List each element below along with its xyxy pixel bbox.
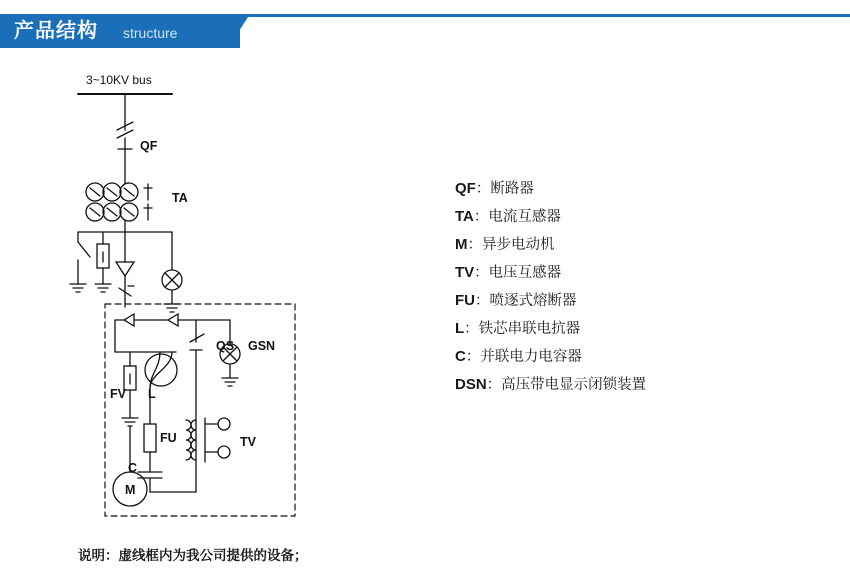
- page-header: [0, 0, 850, 52]
- label-m: M: [125, 483, 136, 497]
- legend-separator: ：: [474, 265, 489, 281]
- page-subtitle: structure: [123, 25, 178, 41]
- legend-separator: ：: [475, 293, 490, 309]
- label-c: C: [128, 461, 138, 475]
- legend-desc: 高压带电显示闭锁装置: [501, 377, 647, 393]
- legend-separator: ：: [464, 321, 479, 337]
- diagram-svg: [0, 52, 430, 562]
- label-qf: QF: [140, 139, 158, 153]
- legend-desc: 喷逐式熔断器: [489, 293, 577, 309]
- legend-code: L: [455, 320, 465, 337]
- legend-item: [455, 371, 825, 399]
- legend-code: M: [455, 236, 468, 253]
- label-qs: QS: [216, 339, 235, 353]
- legend-separator: ：: [473, 209, 489, 225]
- label-l: L: [148, 387, 156, 401]
- legend-separator: ：: [465, 349, 481, 365]
- label-fv: FV: [110, 387, 126, 401]
- label-ta: TA: [172, 191, 188, 205]
- page-title: 产品结构: [14, 20, 98, 42]
- legend-item: [455, 343, 825, 371]
- legend-desc: 电流互感器: [488, 209, 561, 225]
- single-line-diagram: [0, 52, 430, 562]
- legend-separator: ：: [486, 377, 502, 393]
- legend-desc: 铁芯串联电抗器: [478, 321, 581, 337]
- legend-item: [455, 231, 825, 259]
- label-tv: TV: [240, 435, 256, 449]
- header-tab-slant: [228, 14, 250, 48]
- legend-desc: 异步电动机: [482, 237, 555, 253]
- legend-desc: 断路器: [490, 181, 534, 197]
- legend-code: FU: [455, 292, 475, 309]
- legend-separator: ：: [475, 181, 491, 197]
- bus-label: 3~10KV bus: [86, 73, 152, 87]
- label-fu: FU: [160, 431, 177, 445]
- label-gsn: GSN: [248, 339, 276, 353]
- legend-desc: 并联电力电容器: [480, 349, 582, 365]
- legend-separator: ：: [467, 237, 482, 253]
- legend-desc: 电压互感器: [488, 265, 562, 281]
- legend-item: [455, 287, 825, 315]
- diagram-note: 说明：虚线框内为我公司提供的设备；: [78, 548, 308, 563]
- legend-item: [455, 259, 825, 287]
- legend-item: [455, 175, 825, 203]
- legend: [455, 175, 825, 399]
- legend-code: DSN: [455, 376, 487, 393]
- legend-item: [455, 315, 825, 343]
- legend-code: TV: [455, 264, 475, 281]
- legend-code: C: [455, 348, 466, 365]
- legend-item: [455, 203, 825, 231]
- legend-code: TA: [455, 208, 474, 225]
- legend-code: QF: [455, 180, 476, 197]
